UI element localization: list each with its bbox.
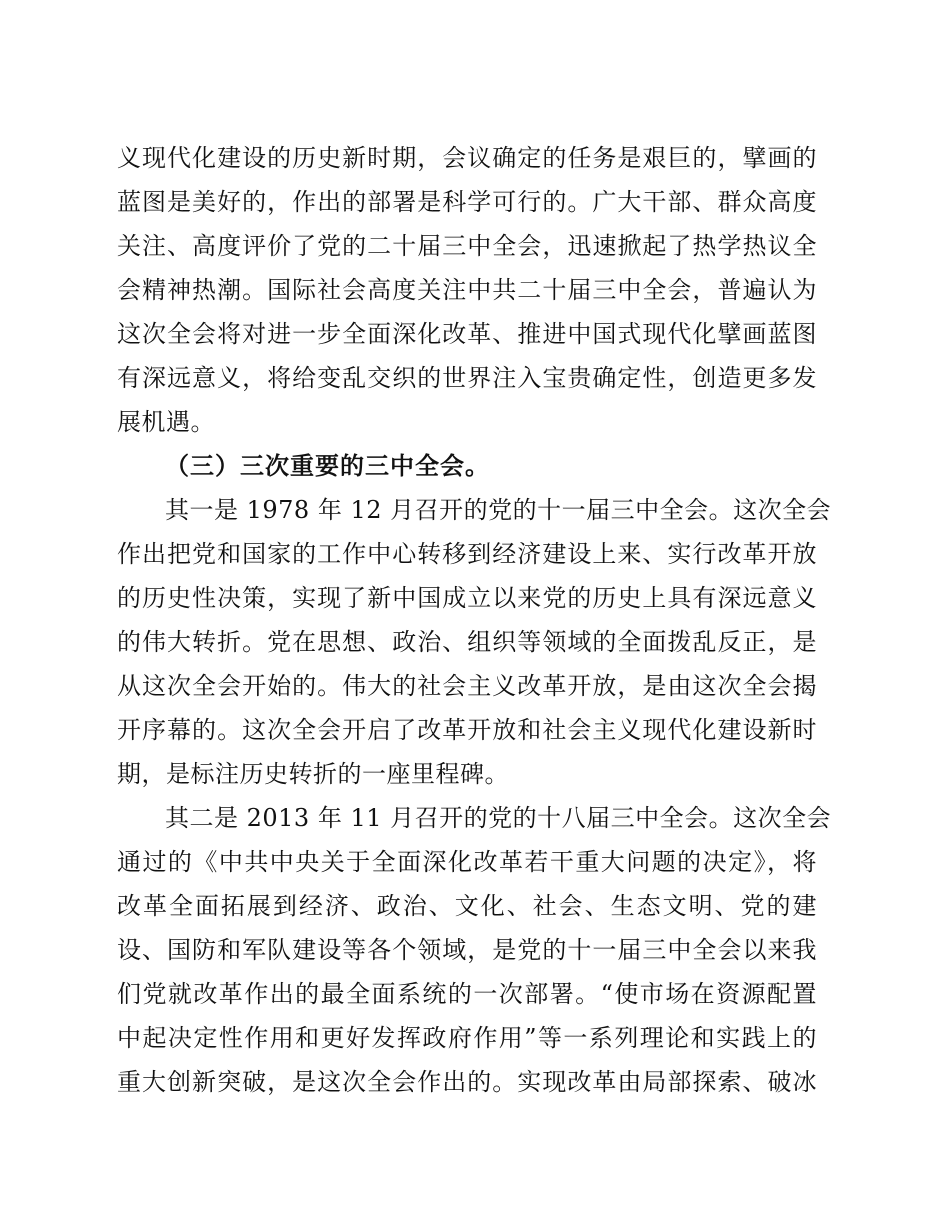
paragraph-line: 蓝图是美好的，作出的部署是科学可行的。广大干部、群众高度 bbox=[117, 188, 817, 216]
paragraph-line: 重大创新突破，是这次全会作出的。实现改革由局部探索、破冰 bbox=[117, 1068, 817, 1096]
paragraph-line: 其二是 2013 年 11 月召开的党的十八届三中全会。这次全会 bbox=[165, 804, 832, 832]
paragraph-line: 的伟大转折。党在思想、政治、组织等领域的全面拨乱反正，是 bbox=[117, 628, 817, 656]
section-heading: （三）三次重要的三中全会。 bbox=[165, 451, 490, 480]
paragraph-line: 中起决定性作用和更好发挥政府作用”等一系列理论和实践上的 bbox=[117, 1024, 817, 1052]
paragraph-line: 这次全会将对进一步全面深化改革、推进中国式现代化擘画蓝图 bbox=[117, 320, 817, 348]
paragraph-line: 的历史性决策，实现了新中国成立以来党的历史上具有深远意义 bbox=[117, 584, 817, 612]
paragraph-line: 开序幕的。这次全会开启了改革开放和社会主义现代化建设新时 bbox=[117, 716, 817, 744]
paragraph-2 bbox=[117, 488, 832, 796]
paragraph-line: 关注、高度评价了党的二十届三中全会，迅速掀起了热学热议全 bbox=[117, 232, 817, 260]
paragraph-1 bbox=[117, 136, 817, 444]
paragraph-line: 们党就改革作出的最全面系统的一次部署。“使市场在资源配置 bbox=[117, 980, 817, 1008]
paragraph-line: 有深远意义，将给变乱交织的世界注入宝贵确定性，创造更多发 bbox=[117, 364, 817, 392]
paragraph-line: 作出把党和国家的工作中心转移到经济建设上来、实行改革开放 bbox=[117, 540, 817, 568]
paragraph-line: 改革全面拓展到经济、政治、文化、社会、生态文明、党的建 bbox=[117, 892, 817, 920]
paragraph-line: 期，是标注历史转折的一座里程碑。 bbox=[117, 760, 509, 788]
paragraph-line: 展机遇。 bbox=[117, 408, 215, 436]
paragraph-line: 设、国防和军队建设等各个领域，是党的十一届三中全会以来我 bbox=[117, 936, 817, 964]
paragraph-line: 其一是 1978 年 12 月召开的党的十一届三中全会。这次全会 bbox=[165, 496, 832, 524]
paragraph-line: 从这次全会开始的。伟大的社会主义改革开放，是由这次全会揭 bbox=[117, 672, 817, 700]
paragraph-3 bbox=[117, 796, 832, 1104]
paragraph-line: 义现代化建设的历史新时期，会议确定的任务是艰巨的，擘画的 bbox=[117, 144, 817, 172]
document-body bbox=[117, 136, 832, 1104]
paragraph-line: 会精神热潮。国际社会高度关注中共二十届三中全会，普遍认为 bbox=[117, 276, 817, 304]
paragraph-line: 通过的《中共中央关于全面深化改革若干重大问题的决定》，将 bbox=[117, 848, 817, 876]
